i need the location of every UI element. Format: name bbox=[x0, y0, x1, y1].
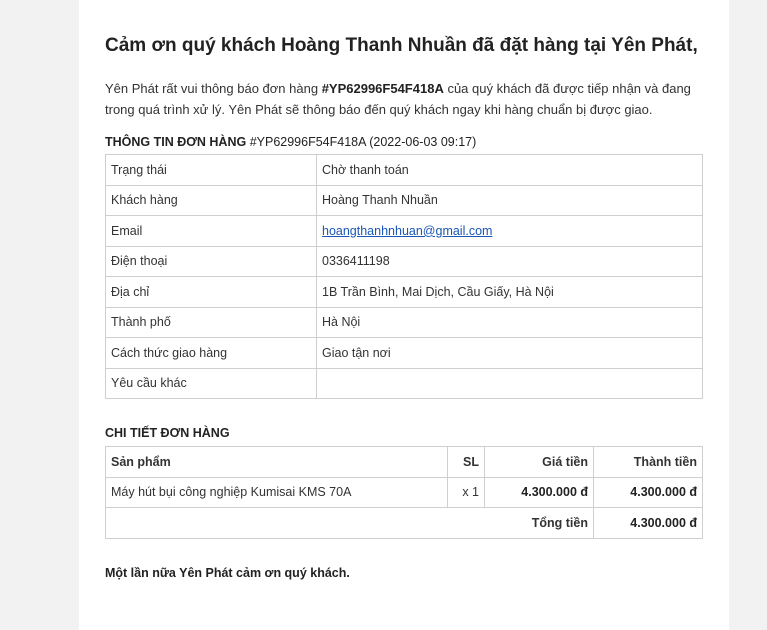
info-row bbox=[106, 307, 703, 338]
item-price: 4.300.000 đ bbox=[485, 477, 594, 508]
info-row bbox=[106, 216, 703, 247]
intro-paragraph bbox=[105, 78, 703, 120]
info-value: Giao tận nơi bbox=[317, 338, 703, 369]
info-row bbox=[106, 246, 703, 277]
info-value bbox=[317, 368, 703, 399]
info-value: 0336411198 bbox=[317, 246, 703, 277]
closing-text: Một lần nữa Yên Phát cảm ơn quý khách. bbox=[105, 565, 350, 580]
info-row bbox=[106, 185, 703, 216]
info-row bbox=[106, 155, 703, 186]
info-row bbox=[106, 277, 703, 308]
info-label: Khách hàng bbox=[106, 185, 317, 216]
order-detail-title: CHI TIẾT ĐƠN HÀNG bbox=[105, 426, 230, 440]
info-value: 1B Trần Bình, Mai Dịch, Cầu Giấy, Hà Nội bbox=[317, 277, 703, 308]
sum-row bbox=[106, 508, 703, 539]
intro-order-code: #YP62996F54F418A bbox=[321, 81, 444, 96]
order-detail-table bbox=[105, 446, 703, 539]
info-label: Cách thức giao hàng bbox=[106, 338, 317, 369]
item-row bbox=[106, 477, 703, 508]
email-body bbox=[79, 0, 729, 630]
info-row bbox=[106, 338, 703, 369]
info-value: Chờ thanh toán bbox=[317, 155, 703, 186]
info-row bbox=[106, 368, 703, 399]
item-product: Máy hút bụi công nghiệp Kumisai KMS 70A bbox=[106, 477, 448, 508]
header-product: Sản phẩm bbox=[106, 447, 448, 478]
info-label: Yêu cầu khác bbox=[106, 368, 317, 399]
info-value: Hoàng Thanh Nhuần bbox=[317, 185, 703, 216]
info-label: Thành phố bbox=[106, 307, 317, 338]
email-link[interactable]: hoangthanhnhuan@gmail.com bbox=[322, 223, 493, 238]
order-info-title bbox=[105, 134, 703, 150]
greeting-heading: Cảm ơn quý khách Hoàng Thanh Nhuần đã đặt hàng tại Yên Phát, bbox=[105, 35, 698, 56]
header-total: Thành tiền bbox=[594, 447, 703, 478]
item-total: 4.300.000 đ bbox=[594, 477, 703, 508]
info-label: Địa chỉ bbox=[106, 277, 317, 308]
info-value: Hà Nội bbox=[317, 307, 703, 338]
info-value-email bbox=[317, 216, 703, 247]
intro-text-after: của quý khách đã được tiếp nhận và đang trong quá trình xử lý. Yên Phát sẽ thông báo đến quý khách ngay khi hàng chuẩn bị được giao. bbox=[105, 81, 691, 117]
header-price: Giá tiền bbox=[485, 447, 594, 478]
sum-label: Tổng tiền bbox=[106, 508, 594, 539]
detail-header-row bbox=[106, 447, 703, 478]
info-label: Điện thoại bbox=[106, 246, 317, 277]
sum-value: 4.300.000 đ bbox=[594, 508, 703, 539]
intro-text-before: Yên Phát rất vui thông báo đơn hàng bbox=[105, 81, 322, 96]
item-qty: x 1 bbox=[448, 477, 485, 508]
info-label: Email bbox=[106, 216, 317, 247]
header-qty: SL bbox=[448, 447, 485, 478]
order-info-heading: THÔNG TIN ĐƠN HÀNG bbox=[105, 135, 247, 149]
order-info-table bbox=[105, 154, 703, 399]
info-label: Trạng thái bbox=[106, 155, 317, 186]
order-code-date: #YP62996F54F418A (2022-06-03 09:17) bbox=[249, 135, 477, 149]
